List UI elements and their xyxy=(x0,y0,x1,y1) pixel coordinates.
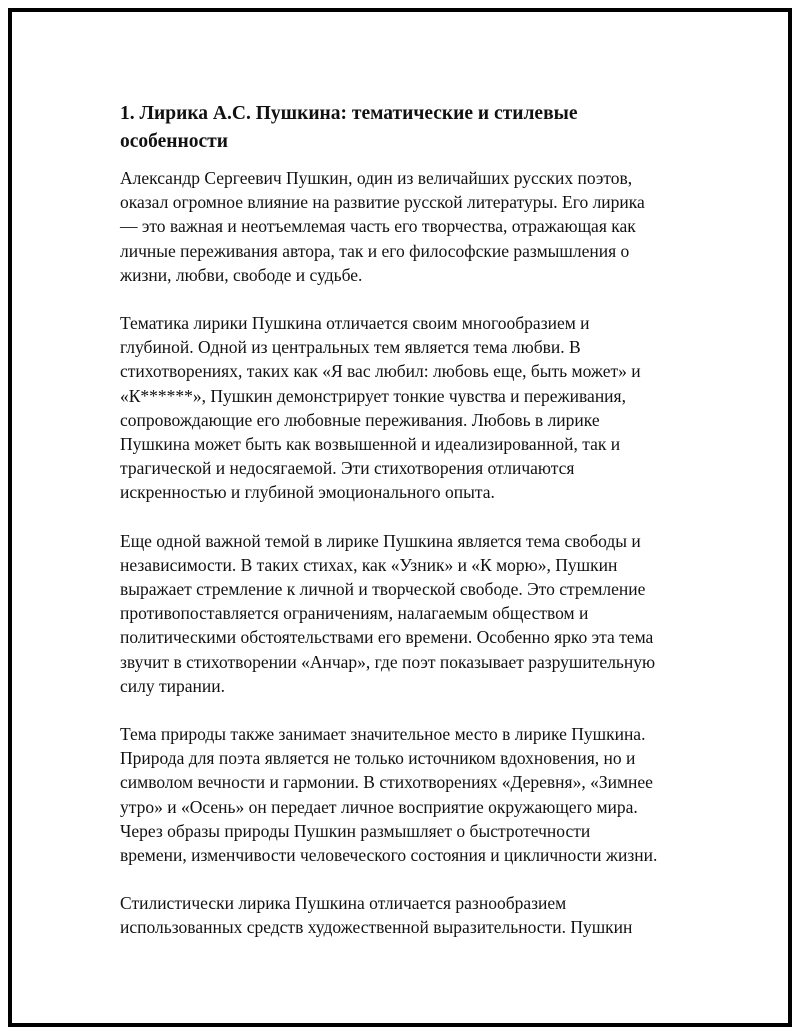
paragraph-nature-theme: Тема природы также занимает значительное место в лирике Пушкина. Природа для поэта является не только источником вдохновения, но и символом вечности и гармонии. В стихотворениях «Деревня», «Зимнее утро» и «Осень» он передает личное восприятие окружающего мира. Через образы природы Пушкин размышляет о быстротечности времени, изменчивости человеческого состояния и цикличности жизни. xyxy=(120,724,658,866)
paragraph-love-theme: Тематика лирики Пушкина отличается своим многообразием и глубиной. Одной из центральных тем является тема любви. В стихотворениях, таких как «Я вас любил: любовь еще, быть может» и «К******», Пушкин демонстрирует тонкие чувства и переживания, сопровождающие его любовные переживания. Любовь в лирике Пушкина может быть как возвышенной и идеализированной, так и трагической и недосягаемой. Эти стихотворения отличаются искренностью и глубиной эмоционального опыта. xyxy=(120,313,641,503)
paragraph-style: Стилистически лирика Пушкина отличается разнообразием использованных средств художественной выразительности. Пушкин xyxy=(120,893,633,938)
section-heading: 1. Лирика А.С. Пушкина: тематические и стилевые особенности xyxy=(120,103,578,152)
paragraph-freedom-theme: Еще одной важной темой в лирике Пушкина является тема свободы и независимости. В таких стихах, как «Узник» и «К морю», Пушкин выражает стремление к личной и творческой свободе. Это стремление противопоставляется ограничениям, налагаемым обществом и политическими обстоятельствами его времени. Особенно ярко эта тема звучит в стихотворении «Анчар», где поэт показывает разрушительную силу тирании. xyxy=(120,530,656,696)
paragraph-intro: Александр Сергеевич Пушкин, один из величайших русских поэтов, оказал огромное влияние на развитие русской литературы. Его лирика — это важная и неотъемлемая часть его творчества, отражающая как личные переживания автора, так и его философские размышления о жизни, любви, свободе и судьбе. xyxy=(120,168,645,285)
page-frame xyxy=(8,8,792,1027)
document-body xyxy=(120,100,700,964)
